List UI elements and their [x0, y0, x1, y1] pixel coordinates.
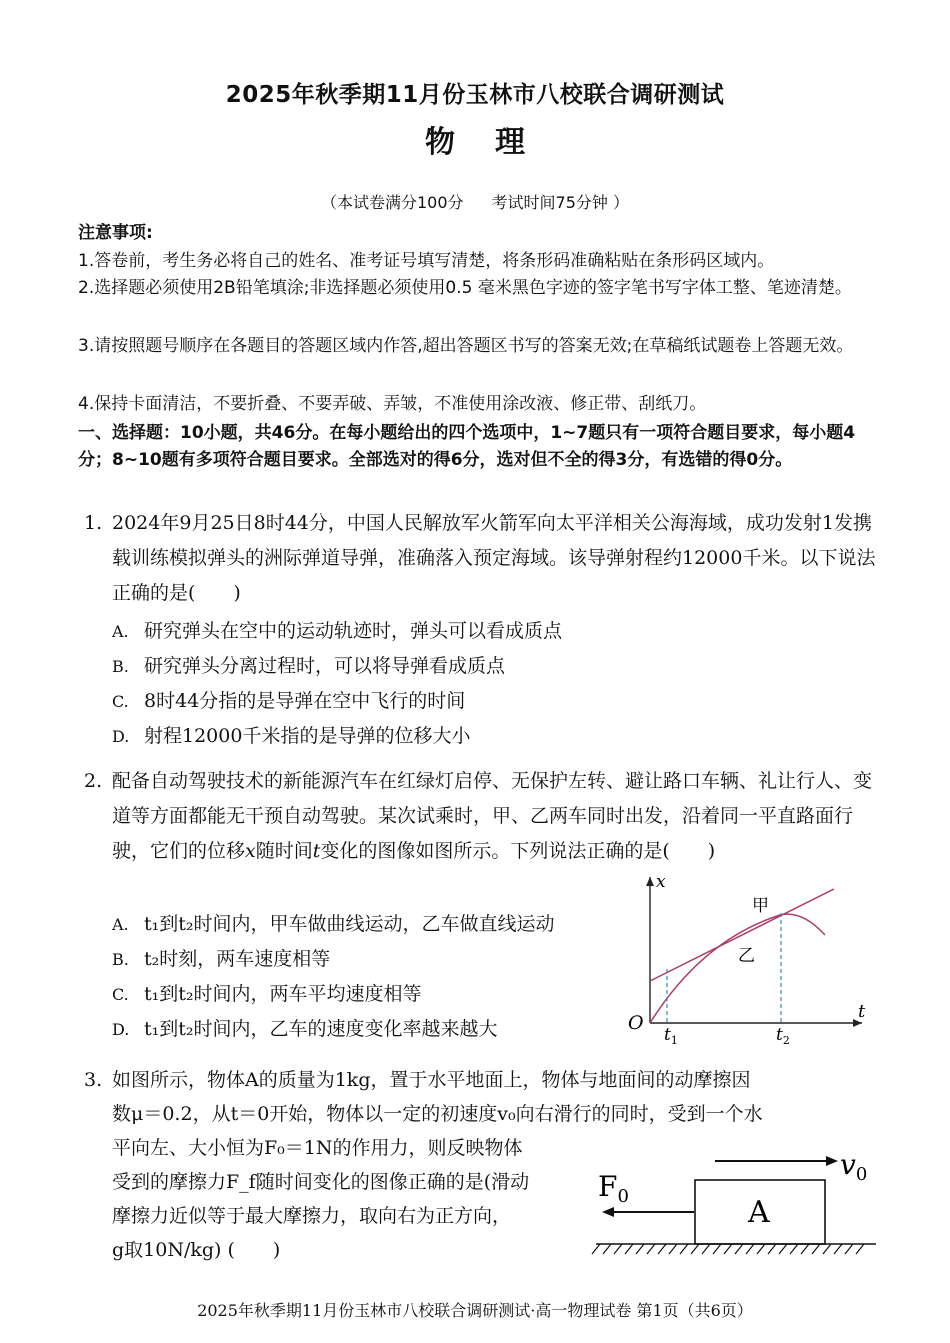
t1-label: $t_1$	[664, 1025, 678, 1045]
stem-part: 变化的图像如图所示。下列说法正确的是( )	[320, 840, 716, 862]
option-text: t₁到t₂时间内，乙车的速度变化率越来越大	[144, 1018, 498, 1040]
note-item-2: 2.选择题必须使用2B铅笔填涂;非选择题必须使用0.5 毫米黑色字迹的签字笔书写字体工整、笔迹清楚。	[78, 278, 852, 298]
origin-label: O	[628, 1012, 644, 1034]
subject-char-2: 理	[495, 125, 525, 160]
notes-heading: 注意事项:	[78, 223, 153, 243]
stem-line-1: 如图所示，物体A的质量为1kg，置于水平地面上，物体与地面间的动摩擦因	[112, 1069, 751, 1091]
option-c[interactable]	[112, 684, 562, 719]
hatch-stroke	[768, 1244, 776, 1254]
hatch-stroke	[702, 1244, 710, 1254]
hatch-stroke	[658, 1244, 666, 1254]
option-label: A.	[112, 915, 129, 934]
option-label: A.	[112, 622, 129, 641]
block-force-figure	[590, 1140, 880, 1270]
option-label: C.	[112, 985, 129, 1004]
question-number: 3.	[84, 1069, 103, 1091]
ground-hatch	[592, 1244, 864, 1254]
option-c[interactable]	[112, 977, 555, 1012]
hatch-stroke	[801, 1244, 809, 1254]
hatch-stroke	[856, 1244, 864, 1254]
exam-time: 考试时间75分钟 ）	[491, 193, 629, 212]
page-footer: 2025年秋季期11月份玉林市八校联合调研测试·高一物理试卷 第1页（共6页）	[197, 1301, 753, 1320]
stem-line-2: 数μ＝0.2，从t＝0开始，物体以一定的初速度v₀向右滑行的同时，受到一个水	[112, 1103, 763, 1125]
question-number: 2.	[84, 770, 103, 792]
option-text: 研究弹头在空中的运动轨迹时，弹头可以看成质点	[144, 620, 563, 642]
line-yi	[650, 889, 834, 981]
option-label: B.	[112, 657, 129, 676]
stem-line-5: 摩擦力近似等于最大摩擦力，取向右为正方向，	[112, 1205, 512, 1227]
t2-label: $t_2$	[776, 1025, 790, 1045]
hatch-stroke	[647, 1244, 655, 1254]
note-item-1: 1.答卷前，考生务必将自己的姓名、准考证号填写清楚，将条形码准确粘贴在条形码区域内。	[78, 251, 775, 271]
hatch-stroke	[669, 1244, 677, 1254]
stem-part: 随时间	[255, 840, 313, 862]
block-label: A	[748, 1195, 770, 1230]
hatch-stroke	[812, 1244, 820, 1254]
question-number: 1.	[84, 512, 103, 534]
force-label: $F_0$	[598, 1170, 629, 1207]
option-label: D.	[112, 727, 130, 746]
hatch-stroke	[779, 1244, 787, 1254]
hatch-stroke	[603, 1244, 611, 1254]
option-a[interactable]	[112, 614, 562, 649]
section-instructions: 一、选择题：10小题，共46分。在每小题给出的四个选项中，1~7题只有一项符合题目要求，每小题4分；8~10题有多项符合题目要求。全部选对的得6分，选对但不全的得3分，有选错的得0分。	[78, 423, 856, 470]
option-b[interactable]	[112, 942, 555, 977]
option-d[interactable]	[112, 1012, 555, 1047]
option-text: 8时44分指的是导弹在空中飞行的时间	[144, 690, 466, 712]
hatch-stroke	[625, 1244, 633, 1254]
option-text: 射程12000千米指的是导弹的位移大小	[144, 725, 471, 747]
stem-line-6: g取10N/kg) ( )	[112, 1239, 281, 1261]
option-text: t₂时刻，两车速度相等	[144, 948, 331, 970]
option-text: t₁到t₂时间内，甲车做曲线运动，乙车做直线运动	[144, 913, 555, 935]
hatch-stroke	[691, 1244, 699, 1254]
stem-line-4: 受到的摩擦力F_f随时间变化的图像正确的是(滑动	[112, 1171, 530, 1193]
hatch-stroke	[614, 1244, 622, 1254]
force-arrowhead	[602, 1207, 614, 1217]
option-b[interactable]	[112, 649, 562, 684]
option-label: D.	[112, 1020, 130, 1039]
hatch-stroke	[790, 1244, 798, 1254]
question-stem	[112, 764, 880, 869]
label-jia: 甲	[752, 896, 769, 916]
option-text: t₁到t₂时间内，两车平均速度相等	[144, 983, 422, 1005]
hatch-stroke	[746, 1244, 754, 1254]
full-score: （本试卷满分100分	[321, 193, 464, 212]
note-item-3: 3.请按照题号顺序在各题目的答题区域内作答,超出答题区书写的答案无效;在草稿纸试题卷上答题无效。	[78, 336, 854, 356]
velocity-arrowhead	[826, 1156, 838, 1166]
var-x: x	[245, 840, 256, 862]
t-axis-label: t	[858, 1001, 866, 1022]
var-t: t	[312, 840, 321, 862]
question-2	[84, 764, 880, 869]
option-d[interactable]	[112, 719, 562, 754]
hatch-stroke	[757, 1244, 765, 1254]
hatch-stroke	[592, 1244, 600, 1254]
x-axis-arrow	[646, 877, 654, 886]
option-label: B.	[112, 950, 129, 969]
option-a[interactable]	[112, 907, 555, 942]
option-text: 研究弹头分离过程时，可以将导弹看成质点	[144, 655, 506, 677]
exam-title: 2025年秋季期11月份玉林市八校联合调研测试	[225, 82, 725, 108]
x-axis-label: x	[656, 872, 666, 892]
stem-line-3: 平向左、大小恒为F₀＝1N的作用力，则反映物体	[112, 1137, 523, 1159]
question-1	[84, 506, 880, 611]
hatch-stroke	[636, 1244, 644, 1254]
hatch-stroke	[823, 1244, 831, 1254]
exam-info	[0, 190, 950, 213]
hatch-stroke	[680, 1244, 688, 1254]
note-item-4: 4.保持卡面清洁，不要折叠、不要弄破、弄皱，不准使用涂改液、修正带、刮纸刀。	[78, 394, 707, 414]
question-1-options	[112, 614, 562, 754]
option-label: C.	[112, 692, 129, 711]
question-2-options	[112, 907, 555, 1047]
position-time-graph	[622, 865, 872, 1045]
subject-title	[0, 117, 950, 161]
hatch-stroke	[845, 1244, 853, 1254]
hatch-stroke	[834, 1244, 842, 1254]
hatch-stroke	[735, 1244, 743, 1254]
stem-part: 配备自动驾驶技术的新能源汽车在红绿灯启停、无保护左转、避让路口车辆、礼让行人、变道等方面都能无干预自动驾驶。某次试乘时，甲、乙两车同时出发，沿着同一平直路面行驶，它们的位移	[112, 770, 873, 862]
hatch-stroke	[724, 1244, 732, 1254]
question-stem: 2024年9月25日8时44分，中国人民解放军火箭军向太平洋相关公海海域，成功发射1发携载训练模拟弹头的洲际弹道导弹，准确落入预定海域。该导弹射程约12000千米。以下说法正确的是( )	[112, 512, 876, 604]
velocity-label: $v_0$	[840, 1148, 868, 1185]
label-yi: 乙	[738, 946, 755, 966]
hatch-stroke	[713, 1244, 721, 1254]
subject-char-1: 物	[425, 125, 455, 160]
